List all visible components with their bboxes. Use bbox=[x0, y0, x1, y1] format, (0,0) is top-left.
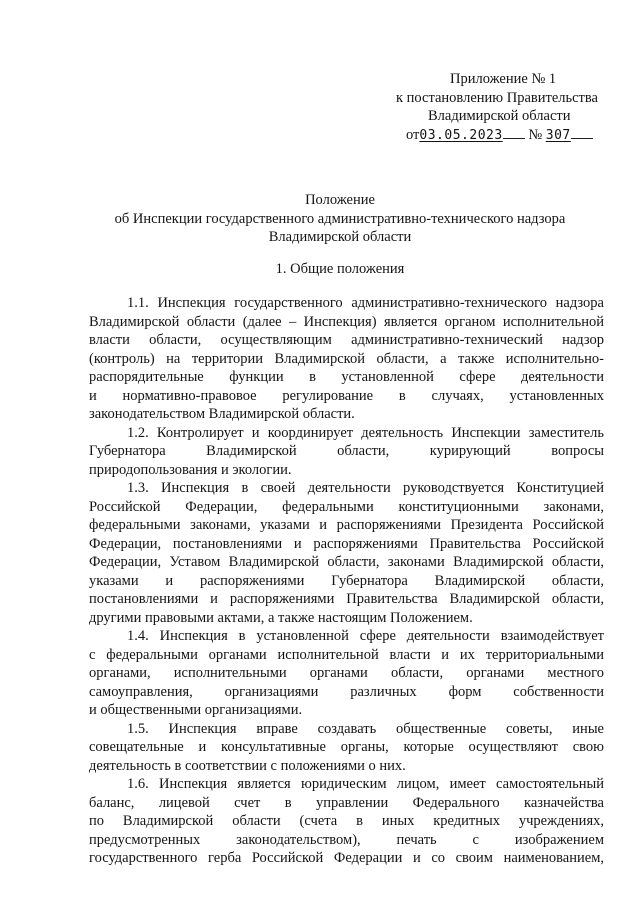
text-line: Федерации, Уставом Владимирской области, законами Владимирской области, bbox=[89, 554, 604, 570]
text-line: Федерации, постановлениями и распоряжениями Правительства Российской bbox=[89, 535, 604, 552]
date-prefix: от bbox=[406, 126, 420, 143]
text-line: 1.1. Инспекция государственного административно-технического надзора bbox=[127, 295, 604, 311]
text-line: 1.2. Контролирует и координирует деятельность Инспекции заместитель bbox=[127, 424, 604, 441]
paragraph-1-4 bbox=[89, 627, 604, 720]
text-line: другими правовыми актами, а также настоящим Положением. bbox=[89, 609, 473, 626]
text-line: распорядительные функции в установленной сфере деятельности bbox=[89, 369, 604, 385]
appendix-region: Владимирской области bbox=[428, 108, 571, 124]
text-line: федеральными законами, указами и распоряжениями Президента Российской bbox=[89, 517, 604, 533]
text-line: власти области, осуществляющим административно-технический надзор bbox=[89, 332, 604, 348]
paragraph-1-6 bbox=[89, 775, 604, 868]
document-body bbox=[89, 294, 604, 868]
handwritten-number: 307 bbox=[545, 127, 571, 143]
date-underline bbox=[503, 126, 525, 139]
text-line: самоуправления, организациями различных форм собственности bbox=[89, 683, 604, 700]
text-line: совещательные и консультативные органы, которые осуществляют свою bbox=[89, 739, 604, 755]
text-line: (контроль) на территории Владимирской области, а также исполнительно- bbox=[89, 350, 604, 367]
title-line-3: Владимирской области bbox=[268, 229, 412, 245]
title-line-1: Положение bbox=[305, 192, 375, 208]
text-line: государственного герба Российской Федерации и со своим наименованием, bbox=[89, 850, 604, 866]
title-line-2: об Инспекции государственного административно-технического надзора bbox=[114, 210, 566, 227]
text-line: Российской Федерации, федеральными конституционными законами, bbox=[89, 498, 604, 515]
document-title bbox=[60, 191, 620, 247]
appendix-number: Приложение № 1 bbox=[450, 71, 557, 87]
paragraph-1-5 bbox=[89, 720, 604, 776]
text-line: 1.5. Инспекция вправе создавать общественные советы, иные bbox=[127, 720, 604, 737]
section-heading: 1. Общие положения bbox=[275, 261, 405, 277]
text-line: предусмотренных законодательством), печать с изображением bbox=[89, 831, 604, 848]
text-line: постановлениями и распоряжениями Правительства Владимирской области, bbox=[89, 591, 604, 607]
paragraph-1-3 bbox=[89, 479, 604, 627]
text-line: и общественными организациями. bbox=[89, 702, 303, 718]
text-line: природопользования и экологии. bbox=[89, 461, 292, 478]
handwritten-date: 03.05.2023 bbox=[419, 127, 503, 143]
text-line: деятельность в соответствии с положениями о них. bbox=[89, 757, 406, 774]
text-line: 1.3. Инспекция в своей деятельности руководствуется Конституцией bbox=[127, 480, 604, 496]
appendix-date-number bbox=[396, 126, 616, 146]
number-underline bbox=[571, 126, 593, 139]
appendix-resolution-ref: к постановлению Правительства bbox=[396, 89, 598, 106]
paragraph-1-2 bbox=[89, 424, 604, 480]
text-line: баланс, лицевой счет в управлении Федерального казначейства bbox=[89, 794, 604, 811]
text-line: 1.4. Инспекция в установленной сфере деятельности взаимодействует bbox=[127, 628, 604, 644]
text-line: органами, исполнительными органами области, органами местного bbox=[89, 665, 604, 681]
paragraph-1-1 bbox=[89, 294, 604, 424]
text-line: Губернатора Владимирской области, курирующий вопросы bbox=[89, 443, 604, 459]
text-line: и нормативно-правовое регулирование в случаях, установленных bbox=[89, 387, 604, 404]
text-line: законодательством Владимирской области. bbox=[89, 406, 355, 422]
text-line: 1.6. Инспекция является юридическим лицом, имеет самостоятельный bbox=[127, 776, 604, 792]
text-line: по Владимирской области (счета в иных кредитных учреждениях, bbox=[89, 813, 604, 829]
text-line: Владимирской области (далее – Инспекция) является органом исполнительной bbox=[89, 313, 604, 330]
appendix-header bbox=[396, 70, 616, 145]
text-line: с федеральными органами исполнительной власти и их территориальными bbox=[89, 646, 604, 663]
text-line: указами и распоряжениями Губернатора Владимирской области, bbox=[89, 572, 604, 589]
number-prefix: № bbox=[528, 126, 543, 143]
